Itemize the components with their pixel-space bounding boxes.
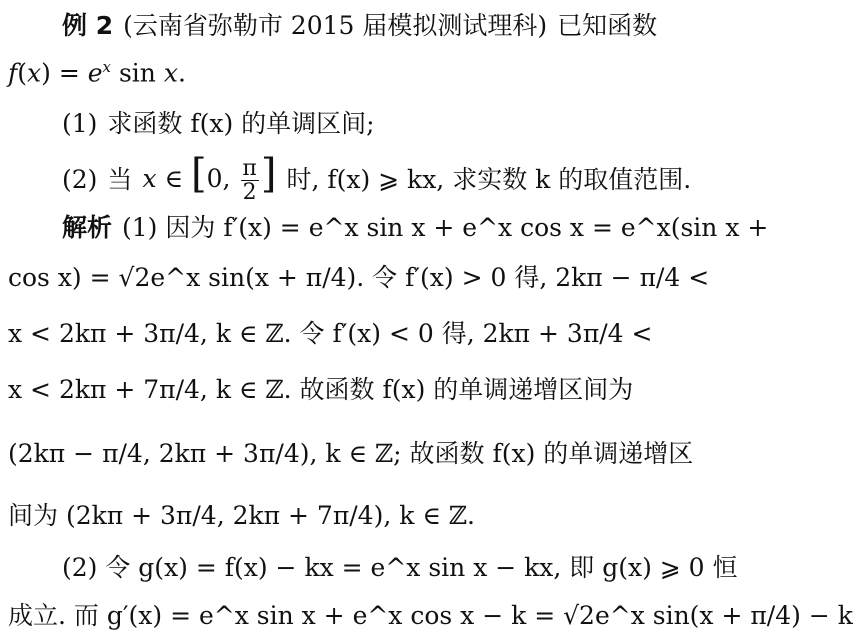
solution-text-5: (2kπ − π/4, 2kπ + 3π/4), k ∈ ℤ; 故函数 f(x) 的单调递增区 [8, 438, 694, 468]
question-1-number: (1) [62, 108, 98, 138]
question-2-text: 时, f(x) ⩾ kx, 求实数 k 的取值范围. [286, 164, 692, 194]
example-source: (云南省弥勒市 2015 届模拟测试理科) [123, 10, 548, 40]
solution-text-4: x < 2kπ + 7π/4, k ∈ ℤ. 故函数 f(x) 的单调递增区间为 [8, 374, 634, 404]
solution-text-3: x < 2kπ + 3π/4, k ∈ ℤ. 令 f′(x) < 0 得, 2kπ + 3π/4 < [8, 318, 653, 348]
solution-label: 解析 [62, 212, 113, 242]
question-2-number: (2) [62, 164, 98, 194]
solution-text-1: (1) 因为 f′(x) = e^x sin x + e^x cos x = e^x(sin x + [122, 212, 769, 242]
solution-line-3 [8, 302, 734, 364]
solution-text-7: (2) 令 g(x) = f(x) − kx = e^x sin x − kx, 即 g(x) ⩾ 0 恒 [62, 552, 738, 582]
solution-line-2 [8, 246, 734, 308]
question-2-pre: 当 [107, 164, 133, 194]
example-label: 例 2 [62, 10, 114, 40]
question-1-text: 求函数 f(x) 的单调区间; [107, 108, 375, 138]
solution-text-6: 间为 (2kπ + 3π/4, 2kπ + 7π/4), k ∈ ℤ. [8, 500, 475, 530]
question-2-interval: x ∈ [0, $\frac{\pi}{2}$ ] [142, 150, 277, 205]
example-stem-head: 已知函数 [557, 10, 658, 40]
solution-line-5 [8, 420, 734, 486]
solution-line-4 [8, 358, 734, 420]
solution-line-8 [8, 586, 853, 644]
function-definition: $f(x) = e^x$ sin x. [8, 58, 186, 88]
solution-text-8: 成立. 而 g′(x) = e^x sin x + e^x cos x − k = √2e^x sin(x + π/4) − k [8, 600, 853, 630]
question-1-line [62, 94, 788, 152]
solution-text-2: cos x) = √2e^x sin(x + π/4). 令 f′(x) > 0 得, 2kπ − π/4 < [8, 262, 710, 292]
